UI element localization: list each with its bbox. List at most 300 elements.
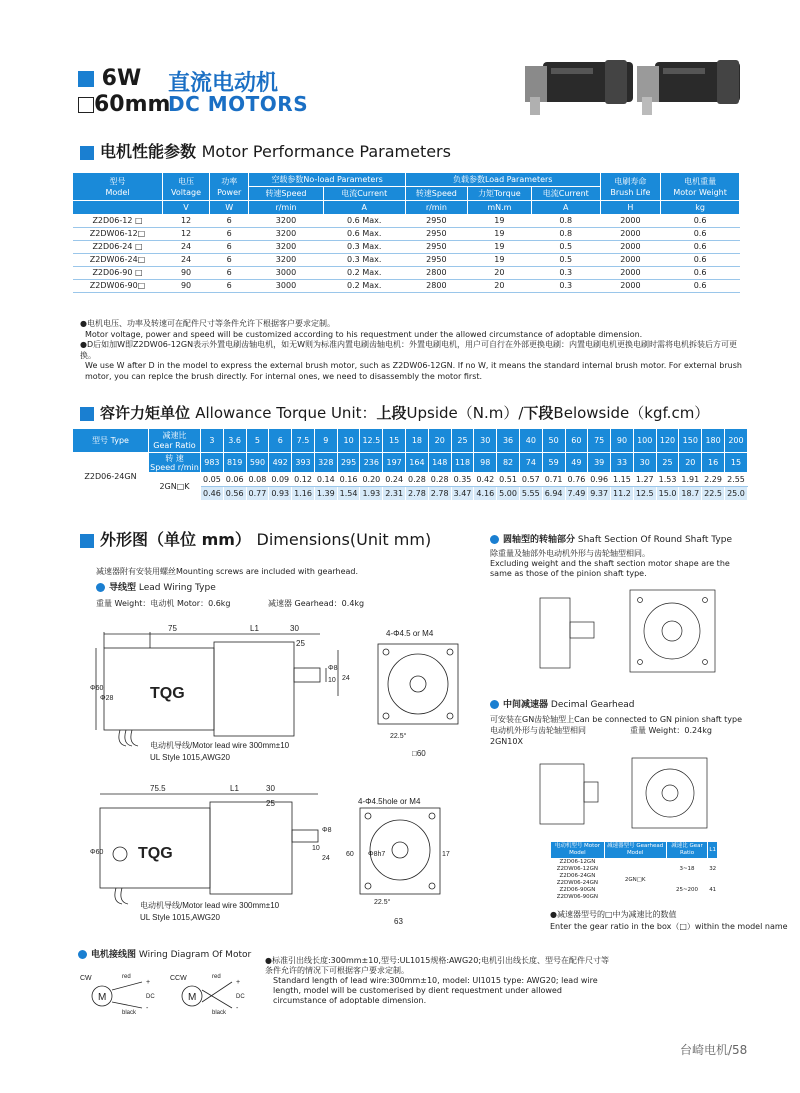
dim-24: 24	[342, 675, 350, 682]
unit-cell: H	[600, 201, 661, 215]
table-cell: 2000	[600, 280, 661, 293]
table-cell: 19	[467, 241, 531, 254]
ratio-cell: 6	[269, 429, 292, 453]
ratio-cell: 200	[724, 429, 747, 453]
belowside-cell: 1.93	[360, 487, 383, 501]
decimal-desc-1: 可安装在GN齿轮轴型上Can be connected to GN pinion shaft type	[490, 715, 743, 724]
speed-cell: 148	[428, 453, 451, 473]
table-cell: 6	[210, 254, 249, 267]
black-label-1: black	[122, 1010, 137, 1016]
upside-cell: 0.76	[565, 473, 588, 487]
front-view-square	[378, 644, 458, 724]
th-speed: 转速Speed	[249, 187, 323, 201]
speed-cell: 15	[724, 453, 747, 473]
terminal-type-drawing	[90, 780, 470, 930]
torque-en2: Upside（N.m）/	[406, 404, 524, 422]
dim-phi60: Φ60	[90, 685, 104, 692]
table-cell: 2950	[405, 215, 467, 228]
speed-cell: 82	[497, 453, 520, 473]
table-cell: 0.2 Max.	[323, 267, 405, 280]
dim-24-2: 24	[322, 855, 330, 862]
speed-cell: 983	[201, 453, 224, 473]
dim-l1-2: L1	[230, 784, 239, 793]
upside-cell: 0.12	[292, 473, 315, 487]
gh-l1: L1	[708, 842, 718, 859]
table-cell: 2000	[600, 228, 661, 241]
wiring-note-en: Standard length of lead wire:300mm±10, model: UI1015 type: AWG20; lead wire length, model will be customerised by dient requestment under allowed circumstance of adoptable dimension.	[273, 976, 598, 1005]
speed-cell: 393	[292, 453, 315, 473]
unit-cell: r/min	[405, 201, 467, 215]
black-label-2: black	[212, 1010, 227, 1016]
table-cell: 0.8	[531, 228, 600, 241]
belowside-cell: 2.78	[406, 487, 429, 501]
table-cell: Z2DW06-24□	[73, 254, 163, 267]
unit-cell: A	[531, 201, 600, 215]
torque-cn2: 上段	[376, 404, 407, 422]
table-cell: Z2D06-90 □	[73, 267, 163, 280]
belowside-cell: 4.16	[474, 487, 497, 501]
table-cell: 2000	[600, 254, 661, 267]
decimal-gear-drawing	[520, 748, 740, 836]
table-cell: 0.6	[661, 280, 740, 293]
gear-note-cn: ●减速器型号的□中为减速比的数值	[550, 910, 677, 919]
table-cell: 0.3 Max.	[323, 241, 405, 254]
decimal-weight: 重量 Weight：0.24kg	[630, 726, 712, 735]
ratio-cell: 40	[519, 429, 542, 453]
table-cell: 20	[467, 267, 531, 280]
table-cell: 0.6	[661, 254, 740, 267]
motor-weight: 重量 Weight：电动机 Motor：0.6kg	[96, 599, 231, 608]
angle-22-5: 22.5°	[390, 733, 407, 740]
speed-cell: 59	[542, 453, 565, 473]
upside-cell: 1.27	[633, 473, 656, 487]
cw-label: CW	[80, 975, 92, 982]
empty-square-icon	[78, 97, 94, 113]
table-cell: 19	[467, 228, 531, 241]
table-cell: 0.3	[531, 280, 600, 293]
speed-cell: 236	[360, 453, 383, 473]
ratio-cell: 180	[702, 429, 725, 453]
table-cell: 3200	[249, 215, 323, 228]
upside-cell: 0.35	[451, 473, 474, 487]
note-2-en: We use W after D in the model to express the external brush motor, such as Z2DW06-12GN. If no W, it means the standard internal brush motor. For external brush motor, you can replce the brush directly. For internal ones, we need to disassembly the motor first.	[85, 361, 742, 381]
motor-m-1: M	[98, 992, 107, 1003]
wiring-note	[265, 956, 610, 1006]
gear-motor-model: Z2D06-90GN	[559, 887, 596, 893]
table-cell: 0.6	[661, 267, 740, 280]
table-cell: 2000	[600, 215, 661, 228]
gearhead-body	[214, 642, 294, 736]
dims-section-title	[80, 527, 431, 550]
unit-cell: W	[210, 201, 249, 215]
speed-cell: 328	[314, 453, 337, 473]
speed-cell: 590	[246, 453, 269, 473]
ratio-cell: 30	[474, 429, 497, 453]
red-label-1: red	[122, 974, 131, 980]
speed-cell: 49	[565, 453, 588, 473]
gear-motor-model: Z2DW06-24GN	[556, 880, 599, 886]
torque-upside-row	[73, 473, 748, 487]
belowside-cell: 22.5	[702, 487, 725, 501]
upside-cell: 0.24	[383, 473, 406, 487]
speed-cell: 295	[337, 453, 360, 473]
speed-cell: 118	[451, 453, 474, 473]
header-power	[78, 66, 141, 91]
upside-cell: 0.14	[314, 473, 337, 487]
gh-motor-list	[551, 859, 605, 902]
round-shaft-desc-cn: 除重量及轴部外电动机外形与齿轮轴型相同。	[490, 549, 650, 558]
performance-table	[72, 172, 740, 293]
table-row	[73, 280, 740, 293]
speed-cell: 492	[269, 453, 292, 473]
table-cell: 0.3	[531, 267, 600, 280]
table-cell: Z2D06-12 □	[73, 215, 163, 228]
ratio-cell: 75	[588, 429, 611, 453]
red-label-2: red	[212, 974, 221, 980]
th-voltage: 电压 Voltage	[163, 173, 210, 201]
dim-75: 75	[168, 624, 177, 633]
perf-title-en: Motor Performance Parameters	[201, 142, 451, 161]
table-cell: 3200	[249, 254, 323, 267]
rs-front	[630, 590, 715, 672]
ratio-cell: 20	[428, 429, 451, 453]
dim-17: 17	[442, 851, 450, 858]
table-cell: 6	[210, 267, 249, 280]
table-row	[73, 215, 740, 228]
dim-30-2: 30	[266, 784, 275, 793]
wiring-ccw	[170, 974, 245, 1016]
upside-cell: 0.09	[269, 473, 292, 487]
decimal-gear-table	[550, 841, 718, 901]
table-cell: 2000	[600, 241, 661, 254]
table-cell: 2950	[405, 228, 467, 241]
lead-wire-cn: 电动机导线/Motor lead wire 300mm±10	[150, 741, 290, 750]
table-cell: 19	[467, 254, 531, 267]
dim-8-2: Φ8	[322, 827, 332, 834]
dim-25-2: 25	[266, 799, 275, 808]
unit-cell: A	[323, 201, 405, 215]
round-shaft-desc-en: Excluding weight and the shaft section motor shape are the same as those of the pinion shaft type.	[490, 559, 730, 578]
gh-ratio-1: 3~18	[679, 866, 695, 873]
bullet-icon	[96, 583, 105, 592]
belowside-cell: 9.37	[588, 487, 611, 501]
table-cell: 0.8	[531, 215, 600, 228]
torque-speed-row	[73, 453, 748, 473]
dc-2: DC	[236, 994, 245, 1000]
ratio-cell: 12.5	[360, 429, 383, 453]
note-2-cn: ●D后如加W即Z2DW06-12GN表示外置电刷齿轴电机，如无W则为标准内置电刷齿轴电机：外置电刷电机，用户可自行在外部更换电刷：内置电刷电机更换电刷时需将电机拆装后方可更换。	[80, 340, 738, 360]
table-cell: 6	[210, 280, 249, 293]
motor-m-2: M	[188, 992, 197, 1003]
speed-cell: 164	[406, 453, 429, 473]
ratio-cell: 3	[201, 429, 224, 453]
square-60: □60	[412, 749, 426, 758]
hole-spec: 4-Φ4.5 or M4	[386, 629, 434, 638]
belowside-cell: 0.77	[246, 487, 269, 501]
table-cell: 24	[163, 241, 210, 254]
bullet-icon	[490, 535, 499, 544]
round-shaft-desc	[490, 549, 750, 579]
front-view-circle	[388, 654, 448, 714]
belowside-cell: 0.93	[269, 487, 292, 501]
wiring-note-cn: ●标准引出线长度:300mm±10,型号:UL1015规格:AWG20;电机引出线长度、型号在配件尺寸等条件允许的情况下可根据客户要求定制。	[265, 956, 610, 975]
torque-gear-label: 2GN□K	[149, 473, 201, 501]
table-cell: 90	[163, 267, 210, 280]
table-cell: 0.3 Max.	[323, 254, 405, 267]
table-cell: 0.2 Max.	[323, 280, 405, 293]
rs-flange	[540, 598, 570, 668]
torque-model: Z2D06-24GN	[73, 453, 149, 501]
table-cell: Z2DW06-90□	[73, 280, 163, 293]
wiring-cw	[80, 974, 155, 1016]
belowside-cell: 7.49	[565, 487, 588, 501]
belowside-cell: 0.56	[223, 487, 246, 501]
belowside-cell: 6.94	[542, 487, 565, 501]
upside-cell: 1.91	[679, 473, 702, 487]
ratio-cell: 60	[565, 429, 588, 453]
dim-75-5: 75.5	[150, 784, 166, 793]
gearhead-weight: 减速器 Gearhead：0.4kg	[268, 599, 365, 608]
ratio-cell: 18	[406, 429, 429, 453]
table-cell: 0.6	[661, 241, 740, 254]
speed-cell: 74	[519, 453, 542, 473]
performance-table-body	[73, 215, 740, 293]
upside-cell: 0.05	[201, 473, 224, 487]
motor-photo-1	[525, 60, 633, 115]
brand-logo: TQG	[150, 685, 185, 702]
angle-22-5-2: 22.5°	[374, 899, 391, 906]
th-brush: 电刷寿命 Brush Life	[600, 173, 661, 201]
dims-title-cn: 外形图（单位 mm）	[100, 530, 251, 549]
belowside-cell: 11.2	[611, 487, 634, 501]
blue-square-icon	[80, 146, 94, 160]
gear-motor-model: Z2DW06-12GN	[556, 866, 599, 872]
dg-front	[632, 758, 707, 828]
upside-cell: 0.51	[497, 473, 520, 487]
dim-63: 63	[394, 917, 403, 926]
dim-8: Φ8	[328, 665, 338, 672]
torque-table	[72, 428, 748, 501]
ccw-label: CCW	[170, 975, 187, 982]
torque-cn1: 容许力矩单位	[100, 404, 191, 422]
table-cell: 0.6 Max.	[323, 215, 405, 228]
ratio-cell: 3.6	[223, 429, 246, 453]
perf-notes	[80, 319, 745, 382]
dim-10-2: 10	[312, 845, 320, 852]
table-cell: 6	[210, 241, 249, 254]
speed-cell: 197	[383, 453, 406, 473]
table-row	[73, 241, 740, 254]
belowside-cell: 5.55	[519, 487, 542, 501]
round-shaft-heading: 圆轴型的转轴部分 Shaft Section Of Round Shaft Type	[490, 535, 732, 546]
ratio-cell: 9	[314, 429, 337, 453]
units-row	[73, 201, 740, 215]
gear-motor-model: Z2DW06-90GN	[556, 894, 599, 900]
upside-cell: 0.20	[360, 473, 383, 487]
dim-phi28: Φ28	[100, 695, 114, 702]
th-load: 负载参数Load Parameters	[405, 173, 600, 187]
th-speed-rmin: 转 速 Speed r/min	[150, 453, 199, 472]
plus-2: +	[236, 979, 241, 986]
lead-wires	[119, 730, 138, 746]
gh-l1-2: 41	[709, 887, 717, 894]
table-cell: 0.6	[661, 215, 740, 228]
bullet-icon	[78, 950, 87, 959]
gear-motor-model: Z2D06-24GN	[559, 873, 596, 879]
blue-square-icon	[78, 71, 94, 87]
belowside-cell: 1.39	[314, 487, 337, 501]
decimal-desc-2: 电动机外形与齿轮轴型相同	[490, 726, 586, 735]
unit-cell: kg	[661, 201, 740, 215]
upside-cell: 0.08	[246, 473, 269, 487]
round-shaft-drawing	[510, 580, 740, 685]
motor-photo-2	[637, 60, 740, 115]
bullet-icon	[490, 700, 499, 709]
dim-25: 25	[296, 639, 305, 648]
decimal-gear-heading: 中间减速器 Decimal Gearhead	[490, 700, 635, 711]
speed-cell: 98	[474, 453, 497, 473]
speed-cell: 33	[611, 453, 634, 473]
belowside-cell: 18.7	[679, 487, 702, 501]
ratio-cell: 15	[383, 429, 406, 453]
th-current: 电流Current	[323, 187, 405, 201]
th-type: 型号 Type	[73, 429, 149, 453]
hole-spec-2: 4-Φ4.5hole or M4	[358, 797, 421, 806]
decimal-model: 2GN10X	[490, 737, 523, 746]
upside-cell: 1.53	[656, 473, 679, 487]
speed-cell: 819	[223, 453, 246, 473]
unit-cell: r/min	[249, 201, 323, 215]
upside-cell: 1.15	[611, 473, 634, 487]
table-cell: 24	[163, 254, 210, 267]
power-label: 6W	[101, 66, 142, 91]
speed-cell: 25	[656, 453, 679, 473]
table-cell: 0.5	[531, 241, 600, 254]
lead-wires-2	[115, 888, 128, 904]
perf-section-title	[80, 139, 451, 162]
upside-cell: 0.71	[542, 473, 565, 487]
perf-title-cn: 电机性能参数	[100, 142, 197, 161]
torque-en1: Allowance Torque Unit：	[195, 404, 377, 422]
output-shaft-2	[292, 830, 318, 842]
table-cell: 0.6 Max.	[323, 228, 405, 241]
table-cell: 6	[210, 228, 249, 241]
table-cell: 90	[163, 280, 210, 293]
lead-type-heading: 导线型 Lead Wiring Type	[96, 583, 216, 594]
shaft-mark: Φ8h7	[368, 851, 386, 858]
minus-1: -	[146, 1005, 149, 1012]
header-title-cn: 直流电动机	[168, 71, 279, 96]
dim-30: 30	[290, 624, 299, 633]
table-row	[73, 267, 740, 280]
table-cell: 19	[467, 215, 531, 228]
lead-wire-en-2: UL Style 1015,AWG20	[140, 913, 220, 922]
belowside-cell: 1.16	[292, 487, 315, 501]
dim-10: 10	[328, 677, 336, 684]
dim-phi60-2: Φ60	[90, 849, 104, 856]
th-noload: 空载参数No-load Parameters	[249, 173, 406, 187]
table-cell: 2800	[405, 280, 467, 293]
units-blank	[73, 201, 163, 215]
torque-section-title	[80, 402, 709, 423]
gear-motor-model: Z2D06-12GN	[559, 859, 596, 865]
table-cell: 6	[210, 215, 249, 228]
belowside-cell: 25.0	[724, 487, 747, 501]
wiring-heading: 电机接线图 Wiring Diagram Of Motor	[78, 950, 251, 961]
table-cell: Z2D06-24 □	[73, 241, 163, 254]
belowside-cell: 2.31	[383, 487, 406, 501]
th-torque: 力矩Torque	[467, 187, 531, 201]
dc-1: DC	[146, 994, 155, 1000]
lead-wire-en: UL Style 1015,AWG20	[150, 753, 230, 762]
ratio-cell: 10	[337, 429, 360, 453]
table-cell: 3000	[249, 267, 323, 280]
gh-motor-model: 电动机型号 Motor Model	[551, 842, 605, 859]
torque-cn3: 下段	[523, 404, 554, 422]
ratio-cell: 90	[611, 429, 634, 453]
belowside-cell: 12.5	[633, 487, 656, 501]
dg-body	[540, 764, 584, 824]
lead-wire-type-drawing	[90, 620, 470, 770]
brand-logo-2: TQG	[138, 845, 173, 862]
frame-label: 60mm	[94, 92, 171, 117]
gearhead-body-2	[210, 802, 292, 894]
upside-cell: 0.57	[519, 473, 542, 487]
upside-cell: 0.28	[428, 473, 451, 487]
gear-note-en: Enter the gear ratio in the box（□）within the model name	[550, 922, 788, 931]
minus-2: -	[236, 1005, 239, 1012]
table-cell: 0.6	[661, 228, 740, 241]
blue-square-icon	[80, 407, 94, 421]
upside-cell: 2.29	[702, 473, 725, 487]
ratio-cell: 50	[542, 429, 565, 453]
header-title-en: DC MOTORS	[168, 92, 309, 116]
ratio-cell: 25	[451, 429, 474, 453]
gh-ratio-2: 25~200	[675, 887, 699, 894]
upside-cell: 0.06	[223, 473, 246, 487]
unit-cell: V	[163, 201, 210, 215]
table-cell: 2950	[405, 254, 467, 267]
blue-square-icon	[80, 534, 94, 548]
table-cell: 2000	[600, 267, 661, 280]
table-row	[73, 254, 740, 267]
note-1-cn: ●电机电压、功率及转速可在配件尺寸等条件允许下根据客户要求定制。	[80, 319, 335, 328]
page-number: 台崎电机/58	[680, 1043, 748, 1057]
th-power: 功率 Power	[210, 173, 249, 201]
wiring-diagram	[80, 968, 260, 1016]
speed-cell: 16	[702, 453, 725, 473]
dim-l1: L1	[250, 624, 259, 633]
ratio-cell: 7.5	[292, 429, 315, 453]
table-cell: 20	[467, 280, 531, 293]
output-shaft	[294, 668, 320, 682]
belowside-cell: 5.00	[497, 487, 520, 501]
belowside-cell: 15.0	[656, 487, 679, 501]
table-cell: 2950	[405, 241, 467, 254]
gh-gearhead-model: 减速器型号 Gearhead Model	[604, 842, 666, 859]
ratio-cell: 120	[656, 429, 679, 453]
ratio-cell: 5	[246, 429, 269, 453]
belowside-cell: 0.46	[201, 487, 224, 501]
motor-product-photos	[525, 52, 745, 122]
front-view-shaft	[410, 676, 426, 692]
belowside-cell: 1.54	[337, 487, 360, 501]
rs-shaft	[570, 622, 594, 638]
upside-cell: 2.55	[724, 473, 747, 487]
table-cell: 0.5	[531, 254, 600, 267]
ratio-cell: 100	[633, 429, 656, 453]
table-cell: 12	[163, 215, 210, 228]
